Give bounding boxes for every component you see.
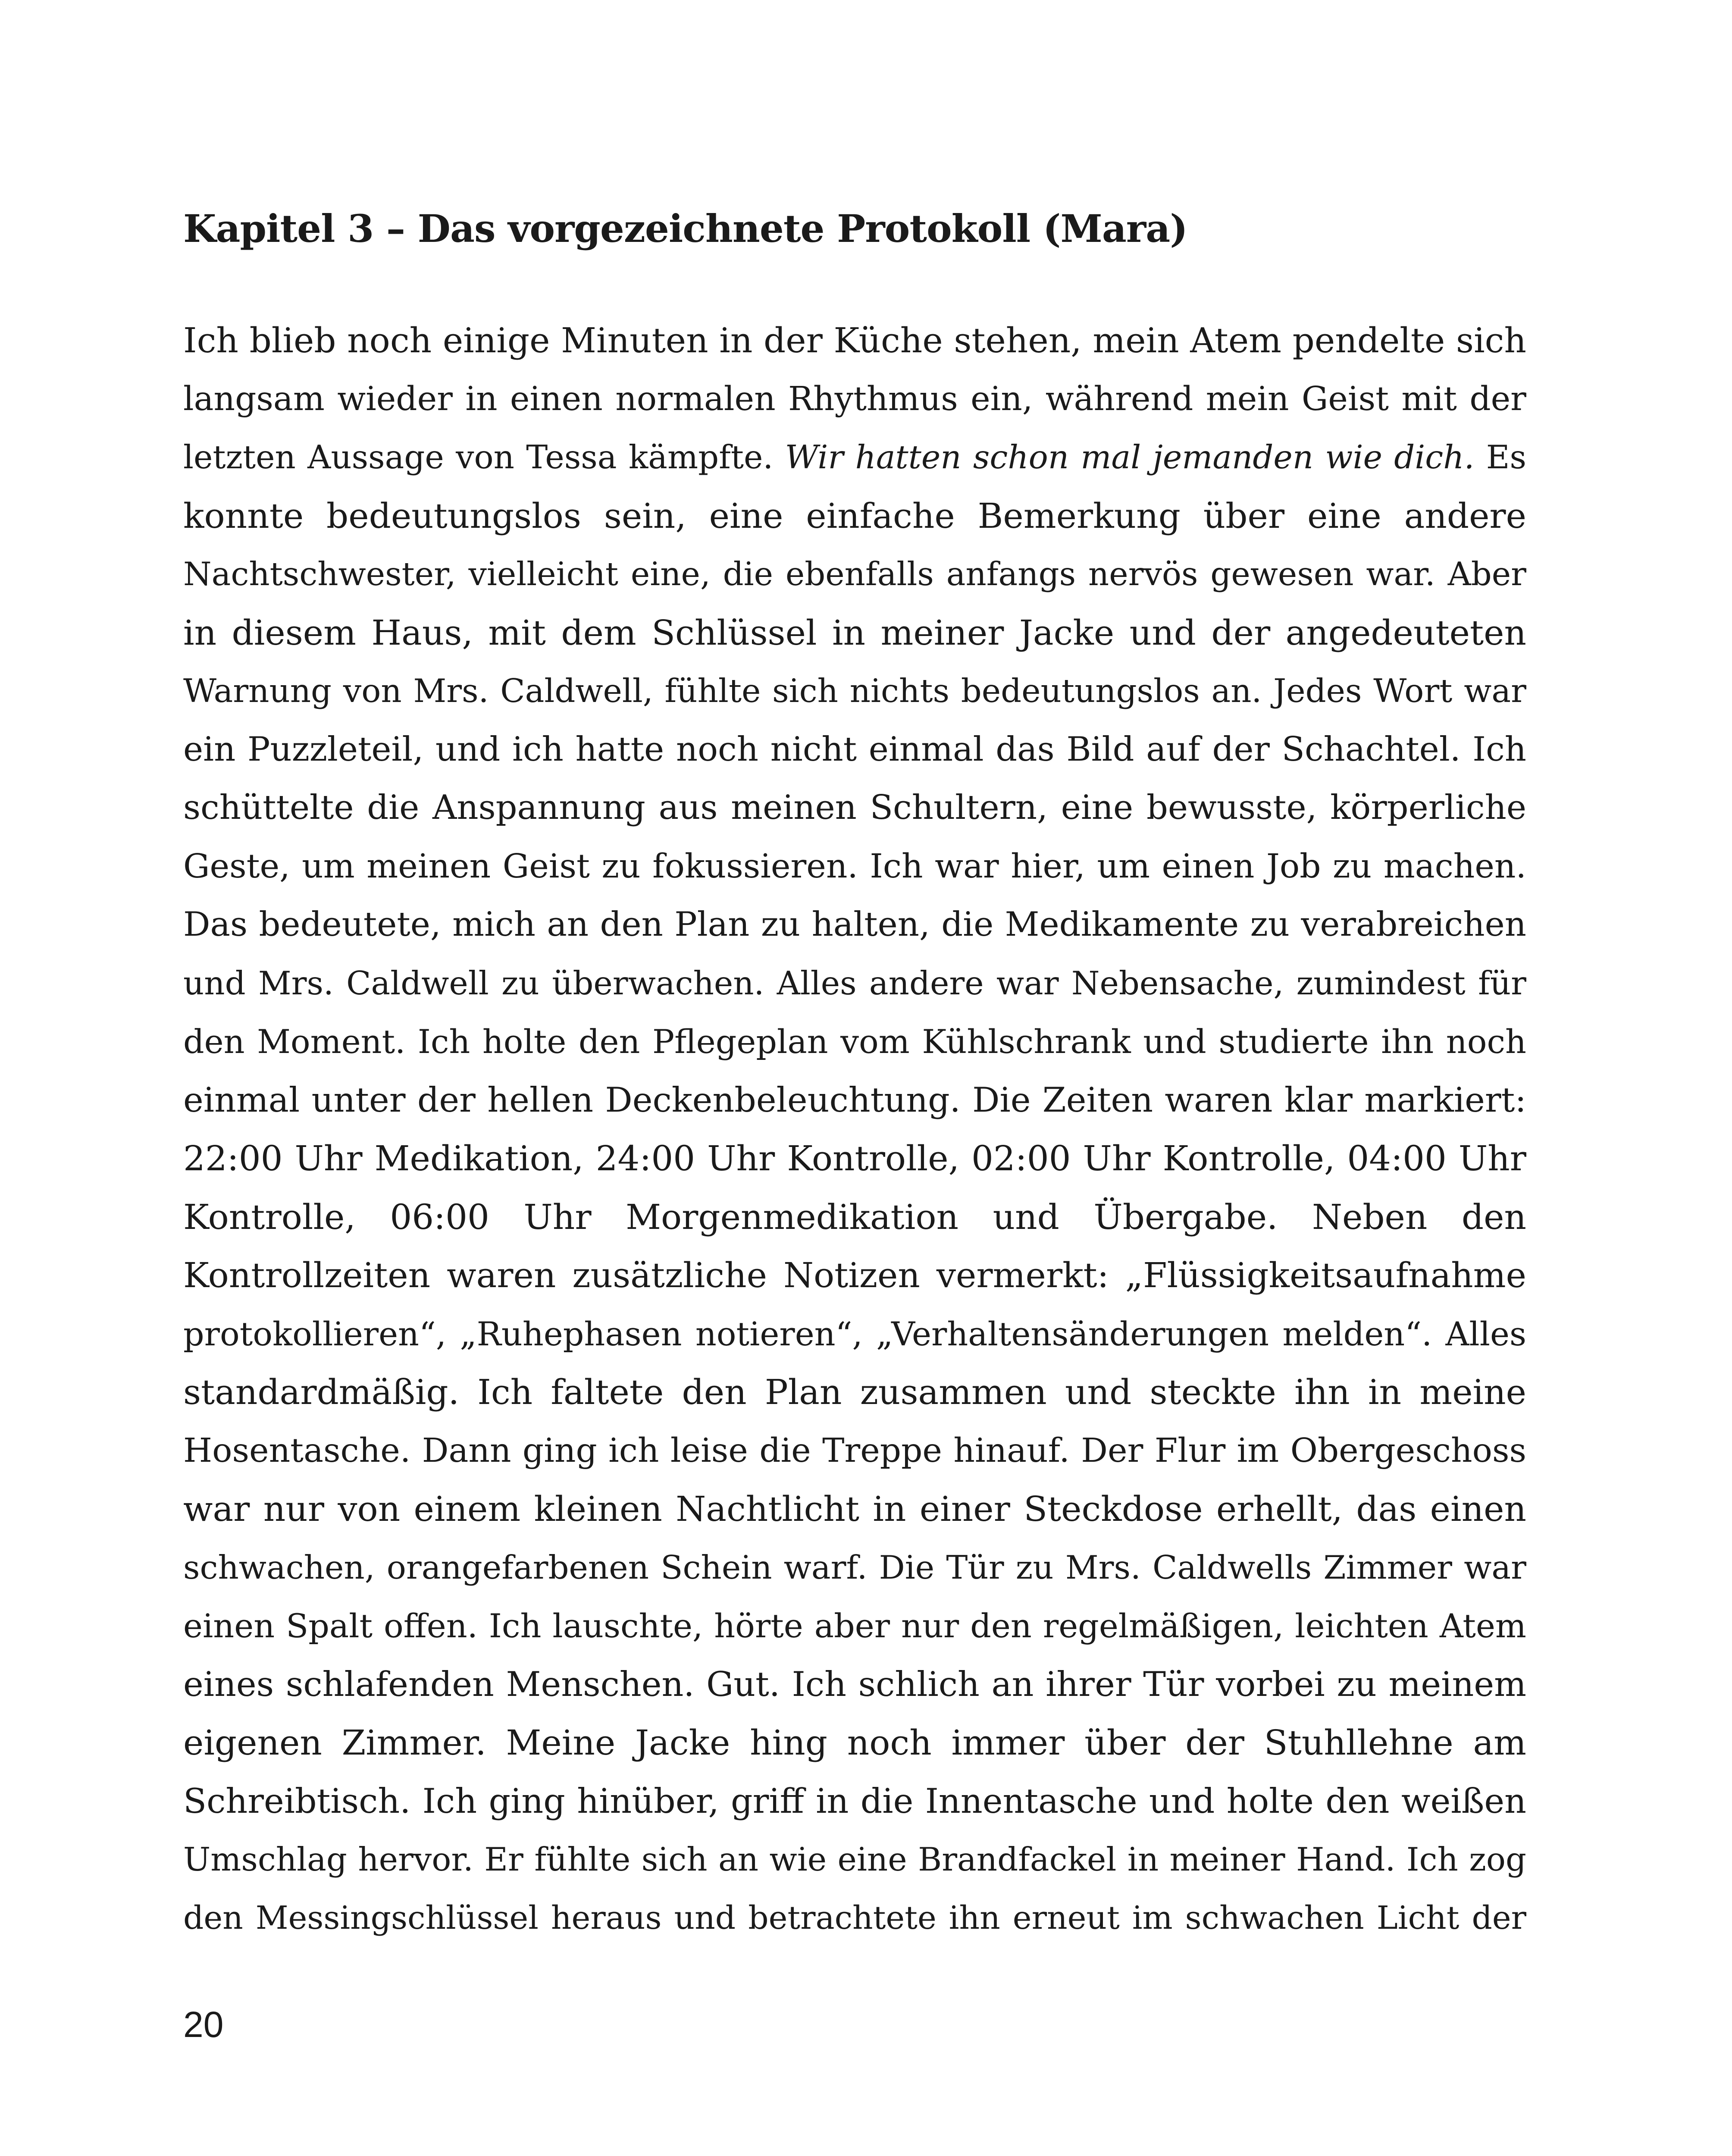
text-line [183, 662, 1526, 721]
text-line [183, 1830, 1526, 1889]
text-line [183, 896, 1526, 954]
text-line [183, 545, 1526, 604]
text-line [183, 604, 1526, 662]
text-run: in diesem Haus, mit dem Schlüssel in meiner Jacke und der angedeuteten [183, 612, 1526, 653]
text-line [183, 1012, 1526, 1071]
text-run: 22:00 Uhr Medikation, 24:00 Uhr Kontrolle, 02:00 Uhr Kontrolle, 04:00 Uhr [183, 1138, 1526, 1178]
text-run: protokollieren“, „Ruhephasen notieren“, „Verhaltensänderungen melden“. Alles [183, 1314, 1526, 1353]
text-run: Ich blieb noch einige Minuten in der Küche stehen, mein Atem pendelte sich [183, 320, 1526, 360]
text-line [183, 1539, 1526, 1597]
text-line [183, 1188, 1526, 1247]
text-run: eines schlafenden Menschen. Gut. Ich schlich an ihrer Tür vorbei zu meinem [183, 1664, 1526, 1704]
chapter-title: Kapitel 3 – Das vorgezeichnete Protokoll (Mara) [183, 206, 1187, 251]
text-run: Es [1474, 438, 1527, 476]
text-run: Das bedeutete, mich an den Plan zu halten, die Medikamente zu verabreichen [183, 905, 1526, 944]
text-line [183, 1772, 1526, 1831]
text-run: schwachen, orangefarbenen Schein warf. Die Tür zu Mrs. Caldwells Zimmer war [183, 1548, 1526, 1586]
text-run: den Moment. Ich holte den Pflegeplan vom Kühlschrank und studierte ihn noch [183, 1022, 1526, 1061]
text-line [183, 370, 1526, 429]
text-line [183, 1305, 1526, 1363]
text-run: und Mrs. Caldwell zu überwachen. Alles andere war Nebensache, zumindest für [183, 964, 1526, 1002]
italic-quote: Wir hatten schon mal jemanden wie dich. [785, 438, 1475, 476]
text-line [183, 1129, 1526, 1188]
text-run: einmal unter der hellen Deckenbeleuchtung. Die Zeiten waren klar markiert: [183, 1080, 1526, 1120]
text-run: standardmäßig. Ich faltete den Plan zusammen und steckte ihn in meine [183, 1372, 1526, 1412]
text-line [183, 1597, 1526, 1655]
text-line [183, 954, 1526, 1013]
text-run: Nachtschwester, vielleicht eine, die ebenfalls anfangs nervös gewesen war. Aber [183, 555, 1526, 593]
text-run: Warnung von Mrs. Caldwell, fühlte sich nichts bedeutungslos an. Jedes Wort war [183, 672, 1526, 710]
text-line [183, 311, 1526, 370]
text-run: Hosentasche. Dann ging ich leise die Treppe hinauf. Der Flur im Obergeschoss [183, 1431, 1526, 1470]
text-run: eigenen Zimmer. Meine Jacke hing noch immer über der Stuhllehne am [183, 1723, 1526, 1763]
text-run: Kontrolle, 06:00 Uhr Morgenmedikation und Übergabe. Neben den [183, 1197, 1526, 1237]
page-number: 20 [183, 2004, 224, 2045]
text-line [183, 1363, 1526, 1422]
text-run: langsam wieder in einen normalen Rhythmus ein, während mein Geist mit der [183, 379, 1526, 418]
text-run: Schreibtisch. Ich ging hinüber, griff in die Innentasche und holte den weißen [183, 1781, 1526, 1821]
text-line [183, 1246, 1526, 1305]
text-line [183, 1714, 1526, 1772]
text-line [183, 837, 1526, 896]
body-paragraph [183, 311, 1526, 1947]
text-line [183, 1071, 1526, 1130]
text-run: war nur von einem kleinen Nachtlicht in einer Steckdose erhellt, das einen [183, 1489, 1526, 1529]
text-line [183, 1655, 1526, 1714]
text-line [183, 721, 1526, 779]
text-line [183, 779, 1526, 837]
text-run: letzten Aussage von Tessa kämpfte. [183, 438, 785, 476]
text-run: ein Puzzleteil, und ich hatte noch nicht einmal das Bild auf der Schachtel. Ich [183, 730, 1526, 769]
text-line [183, 487, 1526, 545]
text-run: einen Spalt offen. Ich lauschte, hörte aber nur den regelmäßigen, leichten Atem [183, 1607, 1526, 1645]
text-line [183, 1889, 1526, 1948]
text-run: den Messingschlüssel heraus und betrachtete ihn erneut im schwachen Licht der [183, 1899, 1526, 1937]
text-line [183, 428, 1526, 487]
text-run: Umschlag hervor. Er fühlte sich an wie eine Brandfackel in meiner Hand. Ich zog [183, 1840, 1526, 1878]
text-line [183, 1422, 1526, 1480]
text-line [183, 1480, 1526, 1539]
text-run: Geste, um meinen Geist zu fokussieren. Ich war hier, um einen Job zu machen. [183, 847, 1526, 886]
text-run: schüttelte die Anspannung aus meinen Schultern, eine bewusste, körperliche [183, 788, 1526, 827]
text-run: Kontrollzeiten waren zusätzliche Notizen vermerkt: „Flüssigkeitsaufnahme [183, 1255, 1526, 1295]
text-run: konnte bedeutungslos sein, eine einfache Bemerkung über eine andere [183, 495, 1526, 536]
